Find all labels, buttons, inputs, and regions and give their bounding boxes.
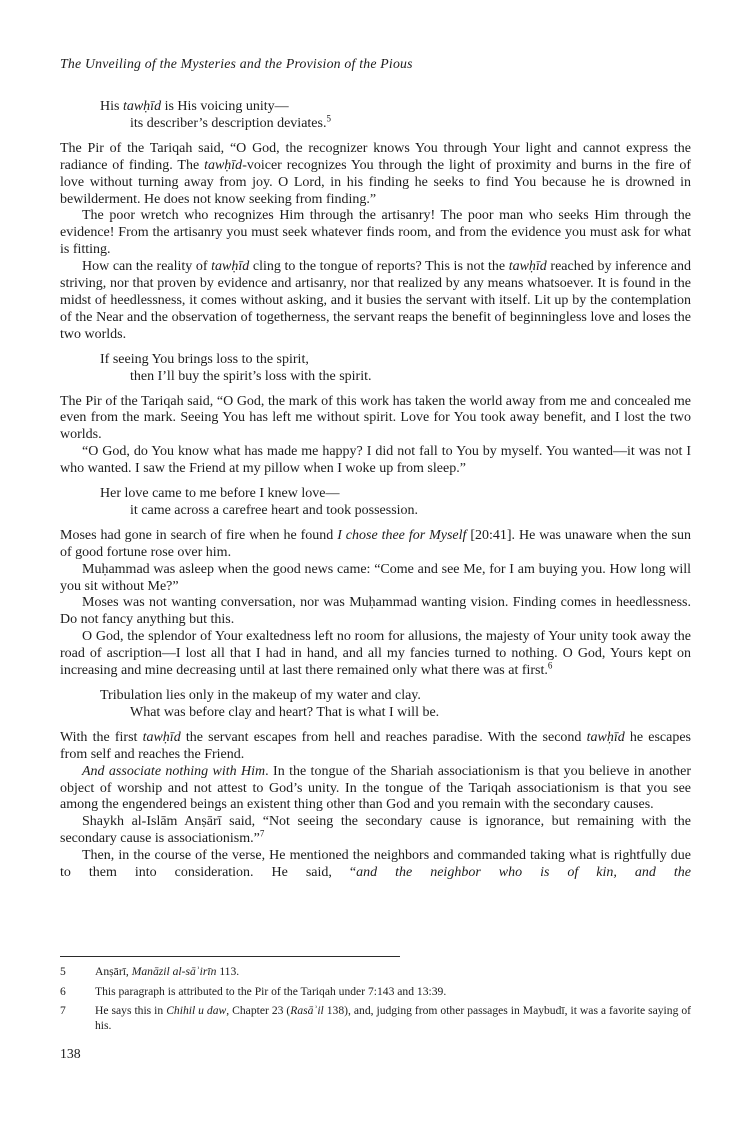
footnote [60, 985, 691, 1000]
text-run: its describer’s description deviates. [130, 115, 327, 131]
text-run: The poor wretch who recognizes Him through the artisanry! The poor man who seeks Him through the evidence! From the artisanry you must seek whatever finds room, and from the evidence you must ask for what is fitting. [60, 208, 691, 258]
text-run: 113. [216, 965, 240, 978]
verse-line [100, 99, 691, 116]
text-run: Anṣārī, [95, 965, 132, 978]
verse [100, 352, 691, 386]
text-run: The Pir of the Tariqah said, “O God, the recognizer knows You through Your light and cannot express the radiance of finding. The [60, 140, 691, 173]
italic-text: Rasāʾil [290, 1004, 324, 1018]
italic-text: Manāzil al-sāʾirīn [131, 965, 217, 978]
verse [100, 486, 691, 520]
italic-text: I chose thee for Myself [337, 527, 467, 543]
italic-text: tawḥīd [508, 259, 547, 275]
italic-text: tawḥīd [142, 729, 181, 745]
text-run: Shaykh al-Islām Anṣārī said, “Not seeing the secondary cause is ignorance, but remaining with the secondary cause is associationism.” [60, 814, 691, 847]
text-run: then I’ll buy the spirit’s loss with the spirit. [130, 368, 372, 384]
text-run: If seeing You brings loss to the spirit, [100, 351, 309, 367]
footnotes-list [60, 965, 691, 1033]
verse-line [130, 369, 691, 386]
text-run: the servant escapes from hell and reaches paradise. With the second [180, 729, 587, 745]
paragraph [60, 208, 691, 259]
footnote-number: 5 [60, 965, 66, 978]
text-run: This paragraph is attributed to the Pir of the Tariqah under 7:143 and 13:39. [95, 984, 447, 998]
paragraph [60, 595, 691, 629]
text-run: He says this in [95, 1004, 167, 1018]
verse-line [130, 705, 691, 722]
text-run: he escapes from self and reaches the Friend. [60, 729, 692, 762]
page-body [60, 99, 691, 882]
verse-line [100, 688, 691, 705]
italic-text: tawḥīd [211, 259, 250, 275]
footnote-reference: 6 [547, 660, 553, 671]
text-run: The Pir of the Tariqah said, “O God, the mark of this work has taken the world away from me and concealed me even from the mark. Seeing You has left me without spirit. Love for You took away benefit, and I lost the two worlds. [60, 393, 691, 443]
text-run: -voicer recognizes You through the light of proximity and burns in the fire of love without turning away from joy. O Lord, in his finding he seeks to find You because he is drowned in bewilderment. He does not know seeking from finding.” [60, 157, 691, 207]
text-run: His [100, 99, 123, 114]
footnote-number: 7 [60, 1004, 66, 1018]
verse-line [130, 503, 691, 520]
verse [100, 99, 691, 133]
paragraph [60, 259, 691, 344]
text-run: Moses was not wanting conversation, nor was Muḥammad wanting vision. Finding comes in heedlessness. Do not fancy anything but this. [60, 595, 691, 628]
footnote-text [95, 985, 691, 1000]
verse-line [130, 113, 691, 133]
page-number: 138 [60, 1046, 81, 1061]
text-run: Moses had gone in search of fire when he found [60, 527, 338, 543]
paragraph [60, 394, 691, 445]
paragraph [60, 764, 691, 815]
footnote [60, 1004, 691, 1033]
footnote-text [95, 1004, 691, 1033]
italic-text: Chihil u daw [166, 1004, 227, 1018]
footnote-separator [60, 956, 400, 957]
footnote-area [60, 956, 691, 1038]
footnote-reference: 7 [259, 828, 265, 839]
paragraph [60, 528, 691, 562]
paragraph [60, 141, 691, 209]
text-run: 138), and, judging from other passages in Maybudī, it was a favorite saying of his. [95, 1004, 691, 1032]
italic-text: and the neighbor who is of kin, and the [356, 865, 691, 881]
text-run: reached by inference and striving, nor that proven by evidence and artisanry, nor that realized by any means whatsoever. It is found in the midst of heedlessness, it comes without asking, and it busies the servant with itself. Lit up by the contemplation of the Near and the observation of togetherness, the servant reaps the benefit of beginningless love and loses the two worlds. [60, 259, 692, 342]
verse-line [100, 352, 691, 369]
verse [100, 688, 691, 722]
footnote [60, 965, 691, 980]
italic-text: tawḥīd [204, 157, 243, 173]
verse-line [100, 486, 691, 503]
text-run: Muḥammad was asleep when the good news came: “Come and see Me, for I am buying you. How long will you sit without Me?” [60, 561, 691, 594]
text-run: How can the reality of [82, 259, 212, 275]
paragraph [60, 629, 691, 680]
text-run: [20:41]. He was unaware when the sun of good fortune rose over him. [60, 527, 691, 560]
text-run: it came across a carefree heart and took possession. [130, 502, 419, 518]
italic-text: tawḥīd [586, 729, 625, 745]
italic-text: And associate nothing with Him [82, 763, 266, 779]
text-run: Tribulation lies only in the makeup of my water and clay. [100, 688, 421, 703]
text-run: O God, the splendor of Your exaltedness left no room for allusions, the majesty of Your unity took away the road of ascription—I lost all that I had in hand, and all my fancies turned to nothing. O God, Yours kept on increasing and mine decreasing until at last there remained only what there was at first. [60, 629, 691, 679]
text-run: . In the tongue of the Shariah associationism is that you believe in another object of worship and not attest to God’s unity. In the tongue of the Tariqah associationism is that you see among the engendered beings an existent thing other than God and you remain with the secondary causes. [60, 763, 691, 813]
paragraph [60, 848, 691, 882]
footnote-reference: 5 [326, 113, 331, 124]
text-run: Her love came to me before I knew love— [100, 486, 340, 502]
paragraph [60, 814, 691, 848]
text-run: is His voicing unity— [161, 99, 289, 114]
text-run: Then, in the course of the verse, He mentioned the neighbors and commanded taking what is rightfully due to them into consideration. He said, “ [60, 848, 691, 881]
text-run: , Chapter 23 ( [226, 1004, 291, 1018]
italic-text: tawḥīd [122, 99, 162, 114]
text-run: With the first [60, 729, 143, 745]
paragraph [60, 444, 691, 478]
footnote-text [95, 965, 691, 980]
paragraph [60, 562, 691, 596]
text-run: cling to the tongue of reports? This is not the [249, 259, 509, 275]
text-run: What was before clay and heart? That is what I will be. [130, 704, 440, 720]
text-run: “O God, do You know what has made me happy? I did not fall to You by myself. You wanted—it was not I who wanted. I saw the Friend at my pillow when I woke up from sleep.” [60, 444, 691, 477]
running-header: The Unveiling of the Mysteries and the Provision of the Pious [60, 56, 413, 71]
footnote-number: 6 [60, 984, 66, 998]
paragraph [60, 730, 691, 764]
